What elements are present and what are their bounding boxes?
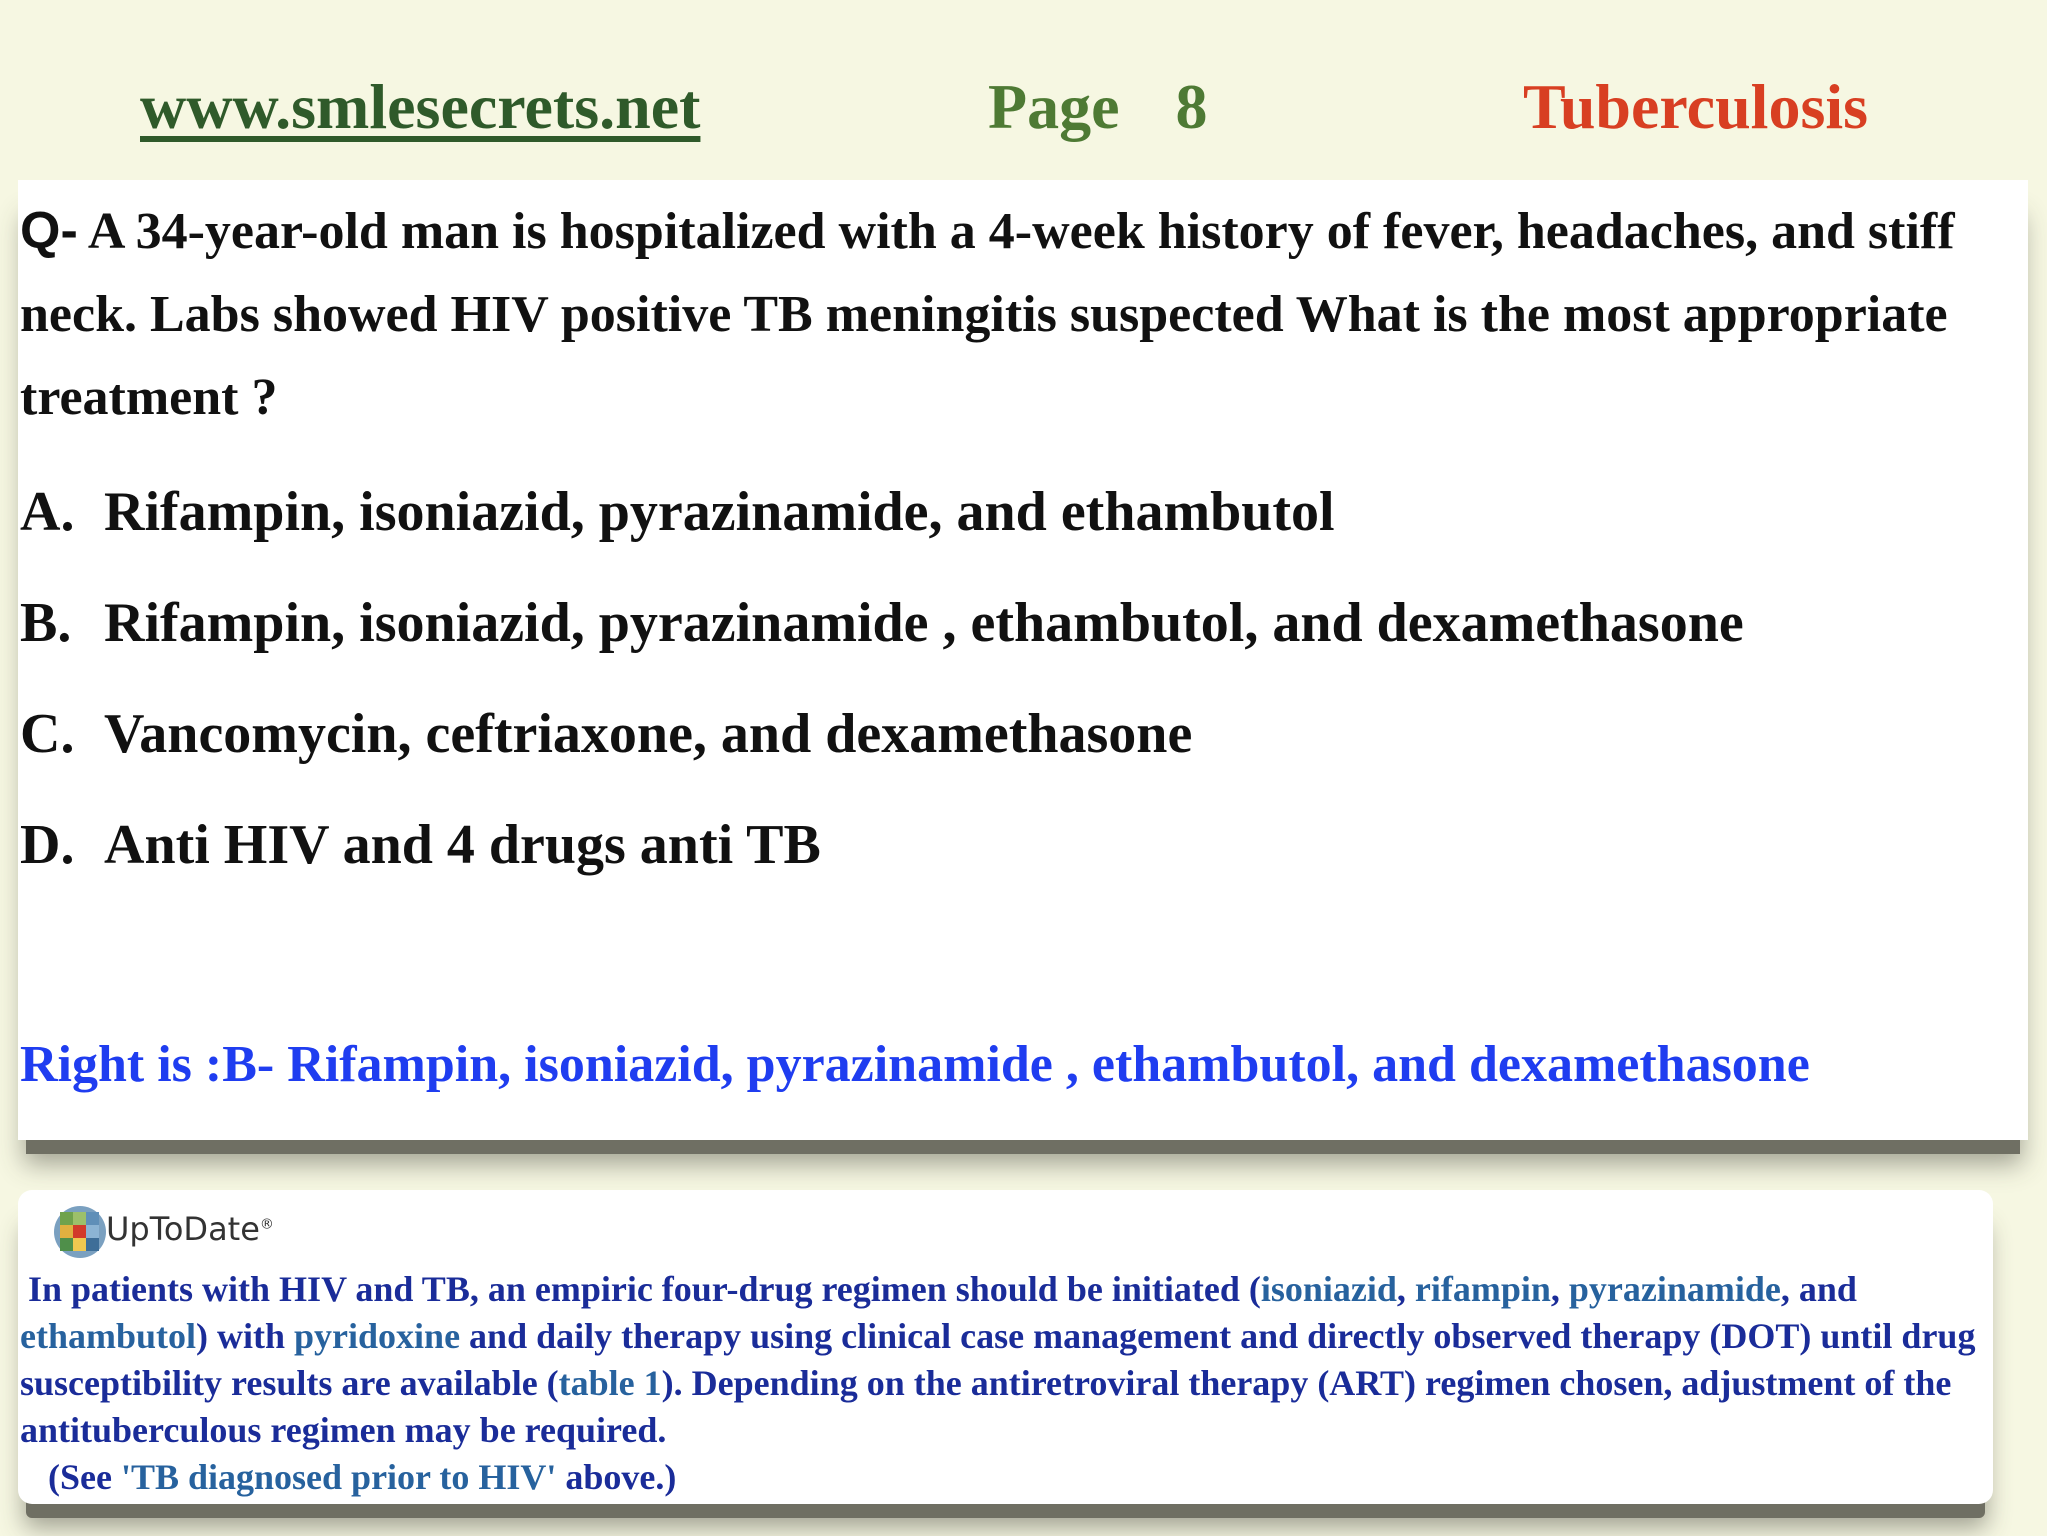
- uptodate-brand: [106, 1210, 274, 1248]
- page-indicator: [988, 70, 1208, 144]
- reference-text: [20, 1266, 1980, 1501]
- reference-segment: , and: [1780, 1269, 1857, 1309]
- question-text: A 34-year-old man is hospitalized with a 4-week history of fever, headaches, and stiff neck. Labs showed HIV positive TB meningitis suspected What is the most appropriate treatment ?: [20, 203, 1955, 426]
- brand-name: UpToDate: [106, 1210, 260, 1248]
- link-ethambutol[interactable]: ethambutol: [20, 1316, 197, 1356]
- option-letter: B.: [20, 592, 72, 654]
- link-table-1[interactable]: table 1: [558, 1363, 662, 1403]
- brand-mark: ®: [259, 1216, 274, 1233]
- topic-title: Tuberculosis: [1523, 71, 1869, 142]
- option-b[interactable]: [20, 591, 1744, 655]
- option-letter: D.: [20, 814, 75, 876]
- option-a[interactable]: [20, 480, 1335, 544]
- option-d[interactable]: [20, 813, 821, 877]
- reference-segment: and daily therapy using clinical case management and directly observed therapy (DOT) until drug susceptibility results are available (: [20, 1316, 1976, 1403]
- option-text: Vancomycin, ceftriaxone, and dexamethasone: [104, 703, 1193, 765]
- see-note: [20, 1457, 676, 1497]
- reference-segment: ). Depending on the antiretroviral therapy (ART) regimen chosen, adjustment of the antituberculous regimen may be required.: [20, 1363, 1952, 1450]
- link-rifampin[interactable]: rifampin: [1414, 1269, 1551, 1309]
- reference-segment: above.): [556, 1457, 677, 1497]
- page-number: 8: [1175, 71, 1208, 142]
- site-link[interactable]: www.smlesecrets.net: [140, 71, 701, 142]
- reference-segment: ,: [1550, 1269, 1569, 1309]
- reference-segment: (See: [48, 1457, 121, 1497]
- option-c[interactable]: [20, 702, 1192, 766]
- link-tb-diagnosed-prior-to-hiv[interactable]: 'TB diagnosed prior to HIV': [120, 1457, 557, 1497]
- option-text: Rifampin, isoniazid, pyrazinamide, and ethambutol: [104, 481, 1335, 543]
- correct-answer: Right is :B- Rifampin, isoniazid, pyrazinamide , ethambutol, and dexamethasone: [20, 1036, 1810, 1093]
- option-text: Rifampin, isoniazid, pyrazinamide , ethambutol, and dexamethasone: [104, 592, 1744, 654]
- page-header: [0, 70, 2047, 160]
- uptodate-logo-icon: [52, 1204, 108, 1260]
- reference-segment: ,: [1396, 1269, 1415, 1309]
- option-letter: A.: [20, 481, 75, 543]
- reference-segment: ) with: [196, 1316, 295, 1356]
- link-pyridoxine[interactable]: pyridoxine: [294, 1316, 461, 1356]
- option-letter: C.: [20, 703, 75, 765]
- link-isoniazid[interactable]: isoniazid: [1260, 1269, 1397, 1309]
- link-pyrazinamide[interactable]: pyrazinamide: [1568, 1269, 1781, 1309]
- page-label: Page: [988, 71, 1120, 142]
- question: [20, 190, 2015, 439]
- question-card: [18, 180, 2028, 1140]
- reference-segment: In patients with HIV and TB, an empiric four-drug regimen should be initiated (: [28, 1269, 1261, 1309]
- question-prefix: Q-: [20, 202, 78, 260]
- option-text: Anti HIV and 4 drugs anti TB: [104, 814, 821, 876]
- reference-card: [18, 1190, 1993, 1504]
